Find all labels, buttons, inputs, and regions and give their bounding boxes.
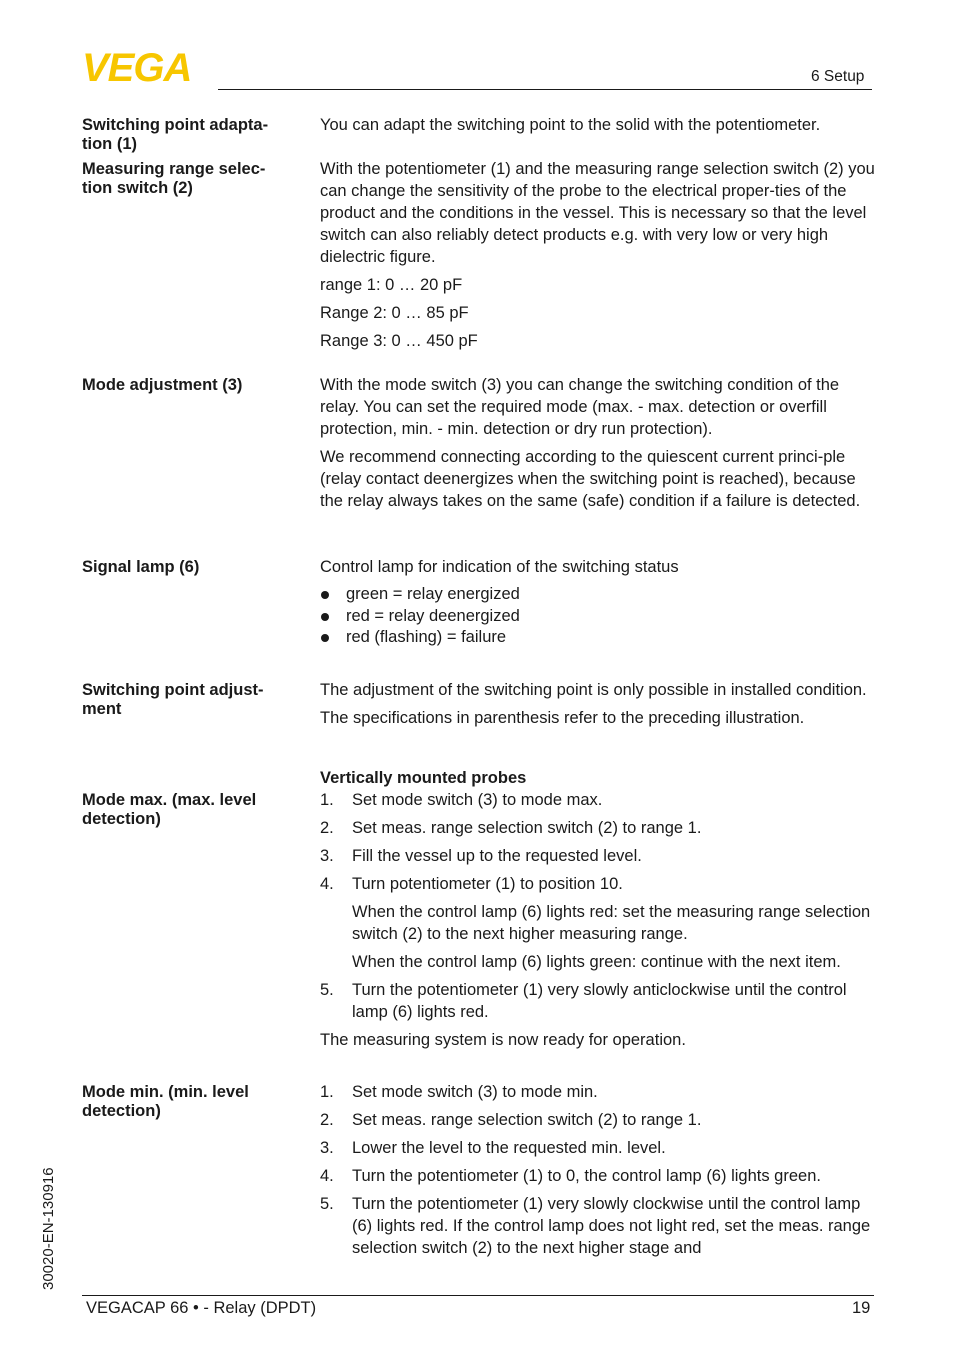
list-item: 1. Set mode switch (3) to mode max. bbox=[320, 791, 603, 809]
footer-product: VEGACAP 66 • - Relay (DPDT) bbox=[86, 1299, 317, 1317]
mode-max-steps bbox=[320, 789, 880, 1023]
text-switching-point-adjustment: The adjustment of the switching point is only possible in installed condition. The specifications in parenthesis refer to the preceding illustration. bbox=[320, 681, 867, 727]
text-switching-point-adaptation: You can adapt the switching point to the solid with the potentiometer. bbox=[320, 116, 821, 134]
label-measuring-range-selection: Measuring range selec- tion switch (2) bbox=[82, 160, 266, 197]
header-divider bbox=[218, 89, 872, 90]
vega-logo bbox=[82, 51, 212, 88]
list-item: red (flashing) = failure bbox=[320, 627, 880, 649]
list-item: 5. Turn the potentiometer (1) very slowly clockwise until the control lamp (6) lights red. If the control lamp does not light red, set the meas. range selection switch (2) to the next higher stage and bbox=[320, 1195, 871, 1257]
list-item: 3. Fill the vessel up to the requested level. bbox=[320, 847, 642, 865]
list-item: 3. Lower the level to the requested min. level. bbox=[320, 1139, 666, 1157]
list-item: 5. Turn the potentiometer (1) very slowly anticlockwise until the control lamp (6) lights red. bbox=[320, 981, 847, 1021]
label-switching-point-adjustment: Switching point adjust- ment bbox=[82, 681, 264, 718]
signal-lamp-list bbox=[320, 584, 880, 649]
label-mode-adjustment: Mode adjustment (3) bbox=[82, 376, 243, 394]
document-id: 30020-EN-130916 bbox=[40, 1167, 57, 1290]
list-item: green = relay energized bbox=[320, 584, 880, 606]
list-item: 4. Turn the potentiometer (1) to 0, the control lamp (6) lights green. bbox=[320, 1167, 821, 1185]
text-signal-lamp: Control lamp for indication of the switching status green = relay energized red = relay deenergized red (flashing) = failure bbox=[320, 556, 880, 649]
text-mode-min bbox=[320, 1081, 880, 1265]
text-mode-max: Vertically mounted probes 1. Set mode switch (3) to mode max. 2. Set meas. range selection switch (2) to range 1. 3. Fill the vessel up to the requested level. 4. Turn potentiometer (1) to position 10. When the control lamp (6) lights red: set the measuring range selection switch (2) to the next higher measuring range. When the control lamp (6) lights green: continue with the next item. 5. Turn the potentiometer (1) very slowly anticlockwise until the control lamp (6) lights red. The measuring system is now ready for operation. bbox=[320, 767, 880, 1057]
mode-min-steps bbox=[320, 1081, 880, 1259]
list-item: 4. Turn potentiometer (1) to position 10. When the control lamp (6) lights red: set the measuring range selection switch (2) to the next higher measuring range. When the control lamp (6) lights green: continue with the next item. bbox=[320, 875, 871, 971]
list-item: 1. Set mode switch (3) to mode min. bbox=[320, 1083, 598, 1101]
list-item: 2. Set meas. range selection switch (2) to range 1. bbox=[320, 1111, 702, 1129]
label-mode-min: Mode min. (min. level detection) bbox=[82, 1083, 249, 1120]
section-title: 6 Setup bbox=[811, 68, 865, 85]
label-signal-lamp: Signal lamp (6) bbox=[82, 558, 200, 576]
svg-text:VEGA: VEGA bbox=[82, 51, 192, 83]
list-item: red = relay deenergized bbox=[320, 606, 880, 628]
footer-divider bbox=[82, 1295, 874, 1296]
text-mode-adjustment: With the mode switch (3) you can change the switching condition of the relay. You can set the required mode (max. - max. detection or overfill protection, min. - min. detection or dry run protection). We recommend connecting according to the quiescent current princi-ple (relay contact deenergizes when the switching point is reached), because the relay always takes on the same (safe) condition if a failure is detected. bbox=[320, 376, 861, 510]
label-switching-point-adaptation: Switching point adapta- tion (1) bbox=[82, 116, 269, 153]
label-mode-max: Mode max. (max. level detection) bbox=[82, 791, 257, 828]
list-item: 2. Set meas. range selection switch (2) to range 1. bbox=[320, 819, 702, 837]
text-measuring-range-selection: With the potentiometer (1) and the measuring range selection switch (2) you can change the sensitivity of the probe to the electrical proper-ties of the product and the conditions in the vessel. This is necessary so that the level switch can also reliably detect products e.g. with very low or very high dielectric figure. range 1: 0 … 20 pF Range 2: 0 … 85 pF Range 3: 0 … 450 pF bbox=[320, 160, 875, 350]
subheading-vertically-mounted: Vertically mounted probes bbox=[320, 769, 527, 787]
page-number: 19 bbox=[852, 1299, 871, 1317]
